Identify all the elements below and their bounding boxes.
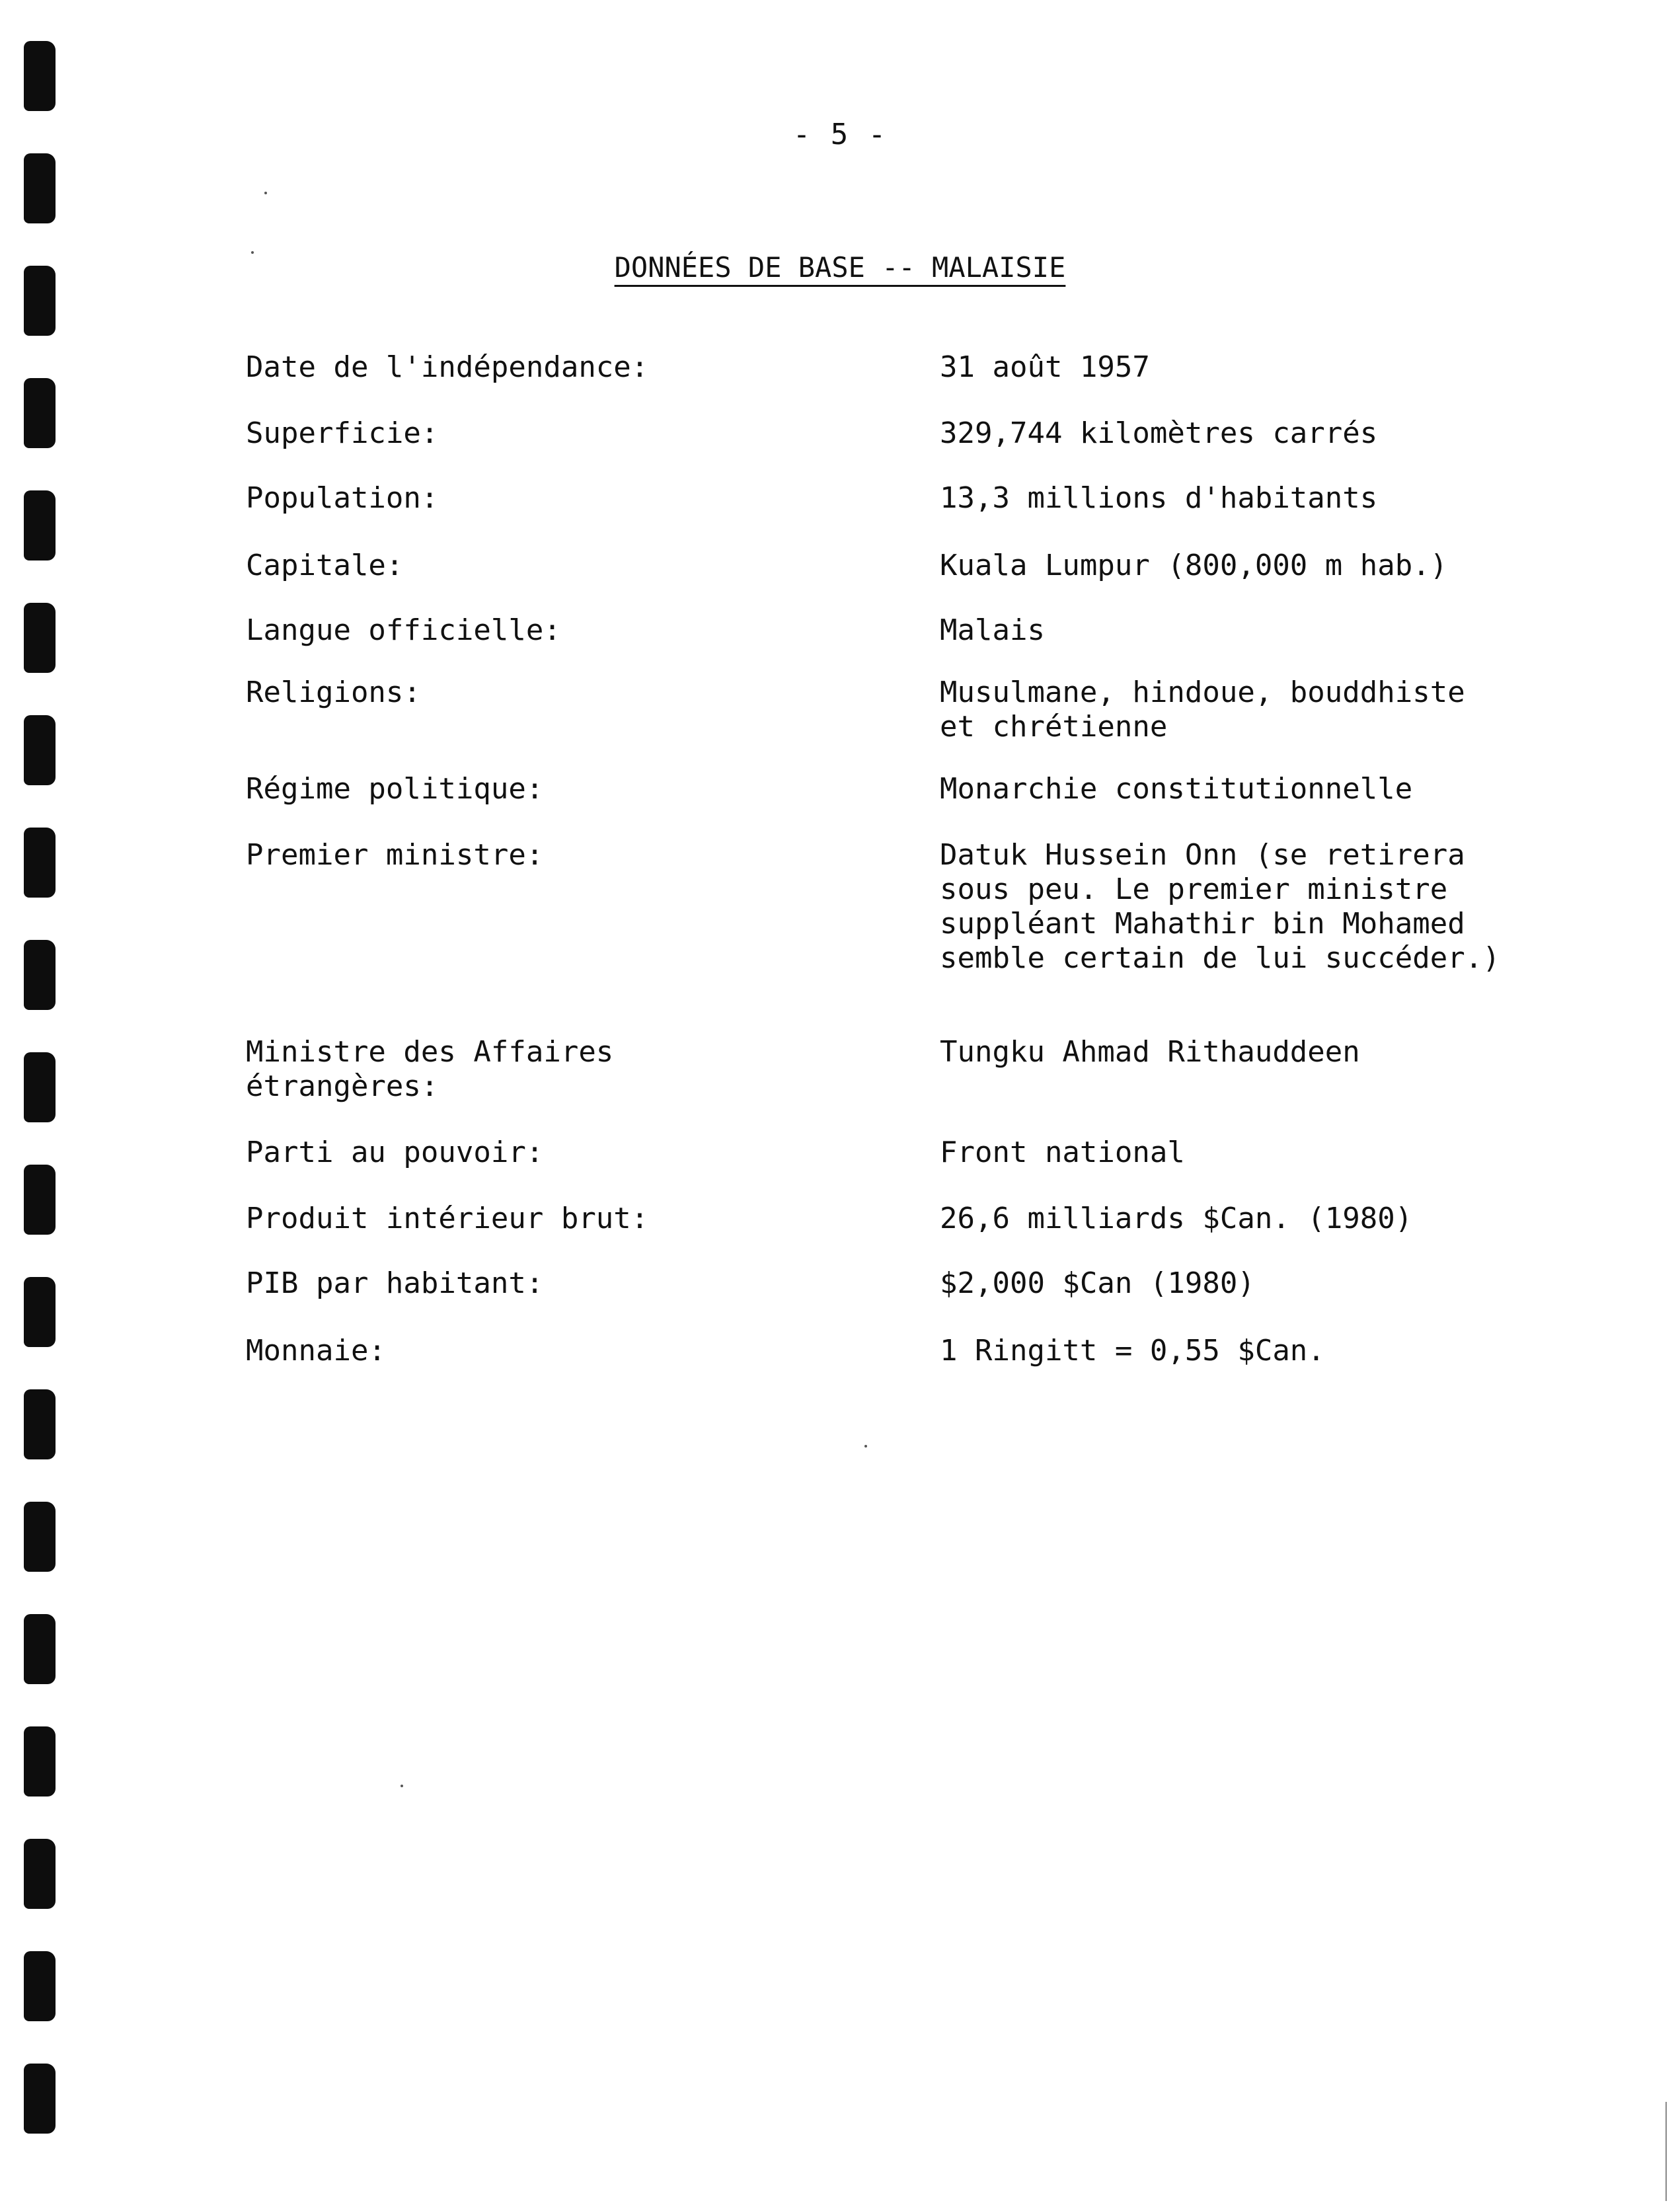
punch-hole <box>24 490 56 560</box>
row-label: Ministre des Affaires étrangères: <box>246 1035 614 1103</box>
scan-speck <box>864 1445 867 1448</box>
row-value: Musulmane, hindoue, bouddhiste et chrétienne <box>940 676 1465 744</box>
punch-hole <box>24 1165 56 1235</box>
row-value: Datuk Hussein Onn (se retirera sous peu. Le premier ministre suppléant Mahathir bin Mohamed semble certain de lui succéder.) <box>940 838 1500 975</box>
punch-hole <box>24 1389 56 1459</box>
row-value: Tungku Ahmad Rithauddeen <box>940 1035 1360 1069</box>
punch-hole <box>24 1052 56 1122</box>
punch-hole <box>24 41 56 111</box>
page-title <box>0 251 1680 284</box>
scan-speck <box>264 192 267 194</box>
punch-hole <box>24 828 56 898</box>
row-label: Religions: <box>246 676 421 709</box>
row-label: Parti au pouvoir: <box>246 1136 544 1169</box>
row-value: Malais <box>940 613 1045 647</box>
margin-rule <box>1665 2102 1667 2201</box>
punch-hole <box>24 1614 56 1684</box>
row-label: Premier ministre: <box>246 838 544 872</box>
punch-hole <box>24 378 56 448</box>
row-label: Produit intérieur brut: <box>246 1202 649 1235</box>
punch-hole <box>24 2064 56 2134</box>
punch-hole <box>24 1839 56 1909</box>
row-value: 31 août 1957 <box>940 350 1150 384</box>
row-value: Kuala Lumpur (800,000 m hab.) <box>940 549 1448 582</box>
row-value: 329,744 kilomètres carrés <box>940 416 1378 450</box>
scan-speck <box>401 1785 403 1787</box>
row-label: Monnaie: <box>246 1334 386 1368</box>
punch-hole <box>24 153 56 223</box>
row-label: Régime politique: <box>246 772 544 806</box>
row-label: Population: <box>246 481 439 515</box>
row-value: 1 Ringitt = 0,55 $Can. <box>940 1334 1325 1368</box>
punch-hole <box>24 940 56 1010</box>
row-label: Langue officielle: <box>246 613 561 647</box>
binding-punch-holes <box>0 0 79 2203</box>
row-value: 13,3 millions d'habitants <box>940 481 1378 515</box>
row-label: PIB par habitant: <box>246 1266 544 1300</box>
scan-speck <box>251 251 254 254</box>
row-label: Capitale: <box>246 549 404 582</box>
row-value: $2,000 $Can (1980) <box>940 1266 1255 1300</box>
page-title-text: DONNÉES DE BASE -- MALAISIE <box>614 251 1066 284</box>
row-label: Date de l'indépendance: <box>246 350 649 384</box>
punch-hole <box>24 1277 56 1347</box>
punch-hole <box>24 1502 56 1572</box>
punch-hole <box>24 603 56 673</box>
page-number: - 5 - <box>792 118 888 151</box>
row-label: Superficie: <box>246 416 439 450</box>
punch-hole <box>24 1951 56 2021</box>
row-value: 26,6 milliards $Can. (1980) <box>940 1202 1413 1235</box>
row-value: Monarchie constitutionnelle <box>940 772 1413 806</box>
punch-hole <box>24 1726 56 1797</box>
punch-hole <box>24 715 56 785</box>
row-value: Front national <box>940 1136 1185 1169</box>
